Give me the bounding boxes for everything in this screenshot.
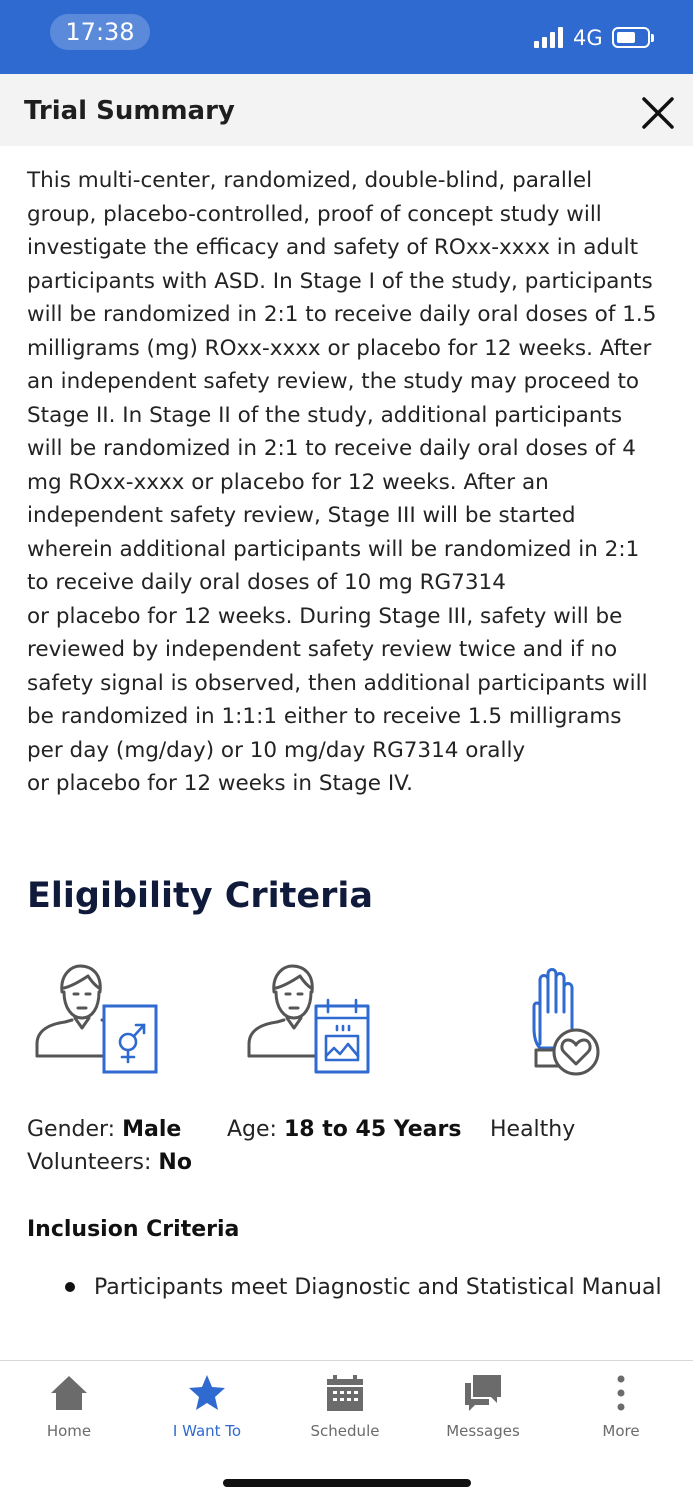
tab-i-want-to[interactable]	[138, 1361, 276, 1451]
home-indicator[interactable]	[223, 1479, 471, 1487]
signal-icon	[534, 26, 566, 48]
tab-more[interactable]	[552, 1361, 690, 1451]
page-header	[0, 74, 693, 146]
inclusion-title: Inclusion Criteria	[27, 1217, 240, 1242]
tab-home[interactable]	[0, 1361, 138, 1451]
gender-criterion	[27, 1113, 181, 1146]
page-title: Trial Summary	[24, 96, 235, 126]
status-time: 17:38	[50, 14, 150, 50]
gender-label: Gender:	[27, 1117, 116, 1142]
tab-more-label: More	[602, 1422, 640, 1440]
healthy-hand-heart-icon	[524, 966, 606, 1084]
home-icon	[49, 1373, 89, 1413]
status-bar	[0, 0, 693, 74]
age-calendar-icon	[244, 962, 374, 1076]
trial-summary-text: This multi-center, randomized, double-blind, parallel group, placebo-controlled, proof of concept study will investigate the efficacy and safety of ROxx-xxxx in adult participants with ASD. In Stage I of the study, participants will be randomized in 2:1 to receive daily oral doses of 1.5 milligrams (mg) ROxx-xxxx or placebo for 12 weeks. After an independent safety review, the study may proceed to Stage II. In Stage II of the study, additional participants will be randomized in 2:1 to receive daily oral doses of 4 mg ROxx-xxxx or placebo for 12 weeks. After an independent safety review, Stage III will be started wherein additional participants will be randomized in 2:1 to receive daily oral doses of 10 mg RG7314 or placebo for 12 weeks. During Stage III, safety will be reviewed by independent safety review twice and if no safety signal is observed, then additional participants will be randomized in 1:1:1 either to receive 1.5 milligrams per day (mg/day) or 10 mg/day RG7314 orally or placebo for 12 weeks in Stage IV.	[27, 168, 657, 796]
messages-icon	[463, 1373, 503, 1413]
bottom-tab-bar	[0, 1360, 693, 1500]
calendar-icon	[325, 1373, 365, 1413]
list-bullet	[65, 1282, 75, 1292]
gender-icon	[32, 962, 162, 1076]
close-icon[interactable]	[636, 91, 680, 135]
healthy-criterion: Healthy	[490, 1117, 576, 1142]
inclusion-list-item: Participants meet Diagnostic and Statistical Manual	[94, 1275, 662, 1300]
tab-messages-label: Messages	[446, 1422, 520, 1440]
eligibility-title: Eligibility Criteria	[27, 876, 374, 916]
tab-i-want-to-label: I Want To	[172, 1422, 242, 1440]
volunteers-criterion	[27, 1146, 192, 1179]
battery-icon	[612, 27, 650, 48]
star-icon	[187, 1373, 227, 1413]
volunteers-value: No	[158, 1150, 192, 1175]
volunteers-label: Volunteers:	[27, 1150, 152, 1175]
tab-home-label: Home	[46, 1422, 92, 1440]
tab-schedule-label: Schedule	[310, 1422, 380, 1440]
age-value: 18 to 45 Years	[283, 1117, 462, 1142]
age-label: Age:	[227, 1117, 277, 1142]
network-type: 4G	[573, 26, 603, 50]
tab-messages[interactable]	[414, 1361, 552, 1451]
tab-schedule[interactable]	[276, 1361, 414, 1451]
gender-value: Male	[122, 1117, 182, 1142]
age-criterion	[227, 1113, 461, 1146]
more-icon	[601, 1373, 641, 1413]
